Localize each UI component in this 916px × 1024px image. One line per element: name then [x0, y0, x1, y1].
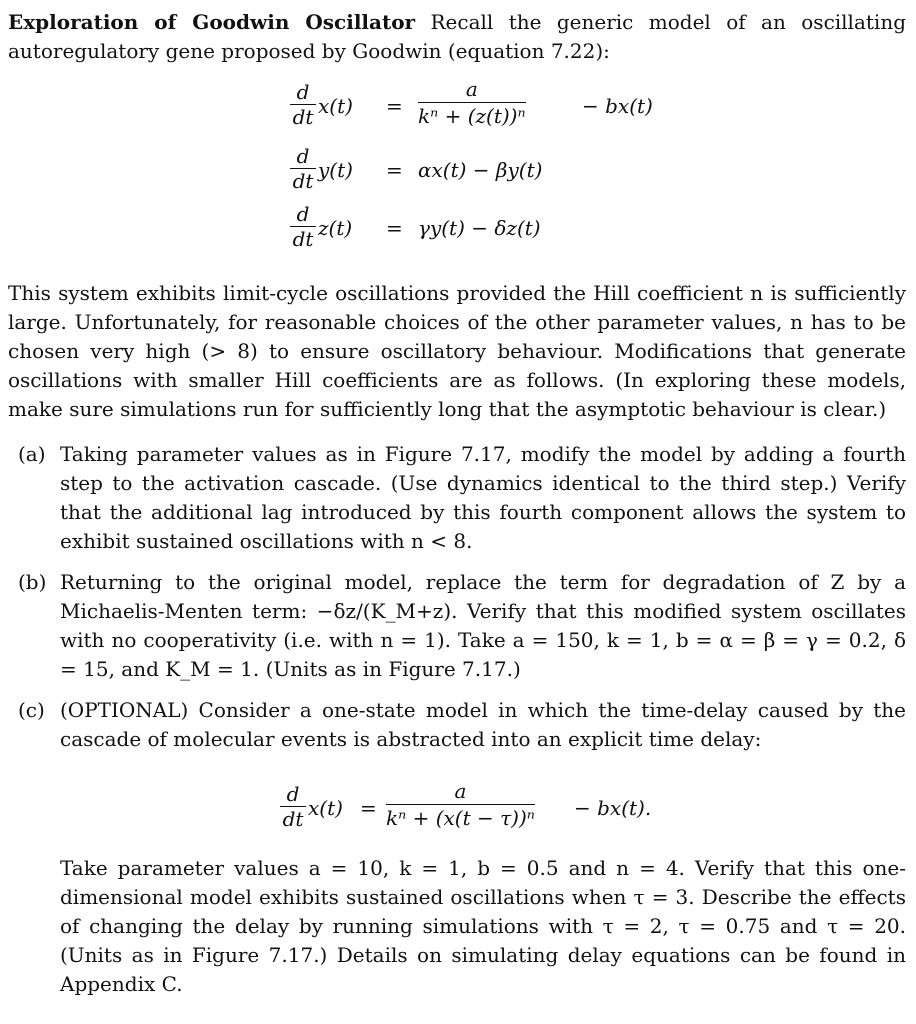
intro-text: Recall the generic model of an oscillating autoregulatory gene proposed by Goodwin (equation 7.22): [8, 10, 906, 63]
degradation-term: − bx(t) [582, 94, 653, 118]
derivative-operator: $\frac{d}{dt}$ [290, 202, 316, 251]
lhs-variable: x(t) [318, 94, 353, 118]
part-label: (c) [18, 698, 45, 722]
fraction-numerator: a [418, 76, 526, 103]
equals-sign: = [386, 158, 403, 182]
document [8, 8, 906, 1011]
exercise-parts [8, 440, 906, 999]
part-b [8, 568, 906, 684]
equation-z [290, 202, 810, 262]
fraction-denominator: kⁿ + (z(t))ⁿ [418, 104, 526, 128]
part-text: Taking parameter values as in Figure 7.17, modify the model by adding a fourth step to the activation cascade. (Use dynamics identical to the third step.) Verify that the additional lag introduced by this fourth component allows the system to exhibit sustained oscillations with n < 8. [60, 442, 906, 553]
part-c [8, 696, 906, 999]
delay-fraction [386, 778, 535, 831]
lhs-variable: y(t) [318, 158, 353, 182]
hill-fraction [418, 76, 526, 129]
part-text-continued: Take parameter values a = 10, k = 1, b = 0.5 and n = 4. Verify that this one-dimensional model exhibits sustained oscillations when τ = 3. Describe the effects of changing the delay by running simulations with τ = 2, τ = 0.75 and τ = 20. (Units as in Figure 7.17.) Details on simulating delay equations can be found in Appendix C. [60, 856, 906, 996]
part-text: (OPTIONAL) Consider a one-state model in which the time-delay caused by the cascade of molecular events is abstracted into an explicit time delay: [60, 698, 906, 751]
equals-sign: = [386, 216, 403, 240]
part-text: Returning to the original model, replace the term for degradation of Z by a Michaelis-Menten term: −δz/(K_M+z). Verify that this modified system oscillates with no cooperativity (i.e. with n = 1). Take a = 150, k = 1, b = α = β = γ = 0.2, δ = 15, and K_M = 1. (Units as in Figure 7.17.) [60, 570, 906, 681]
part-a [8, 440, 906, 556]
equals-sign: = [360, 796, 377, 820]
derivative-operator: $\frac{d}{dt}$ [290, 80, 316, 129]
equation-y [290, 144, 810, 204]
delay-equation [60, 770, 906, 840]
part-label: (b) [18, 570, 47, 594]
degradation-term: − bx(t). [574, 796, 652, 820]
lhs-variable: z(t) [318, 216, 353, 240]
description-paragraph: This system exhibits limit-cycle oscillations provided the Hill coefficient n is sufficiently large. Unfortunately, for reasonable choices of the other parameter values, n has to be chosen very high (> 8) to ensure oscillatory behaviour. Modifications that generate oscillations with smaller Hill coefficients are as follows. (In exploring these models, make sure simulations run for sufficiently long that the asymptotic behaviour is clear.) [8, 281, 906, 421]
fraction-numerator: a [386, 778, 535, 805]
equation-x [290, 77, 810, 140]
fraction-denominator: kⁿ + (x(t − τ))ⁿ [386, 806, 535, 830]
rhs-expression: γy(t) − δz(t) [418, 216, 541, 240]
derivative-operator: $\frac{d}{dt}$ [290, 144, 316, 193]
equals-sign: = [386, 94, 403, 118]
goodwin-equation-system [8, 77, 906, 265]
section-heading: Exploration of Goodwin Oscillator [8, 10, 416, 34]
lhs-variable: x(t) [308, 796, 343, 820]
rhs-expression: αx(t) − βy(t) [418, 158, 543, 182]
intro-paragraph [8, 8, 906, 66]
derivative-operator: $\frac{d}{dt}$ [280, 782, 306, 831]
part-label: (a) [18, 442, 46, 466]
